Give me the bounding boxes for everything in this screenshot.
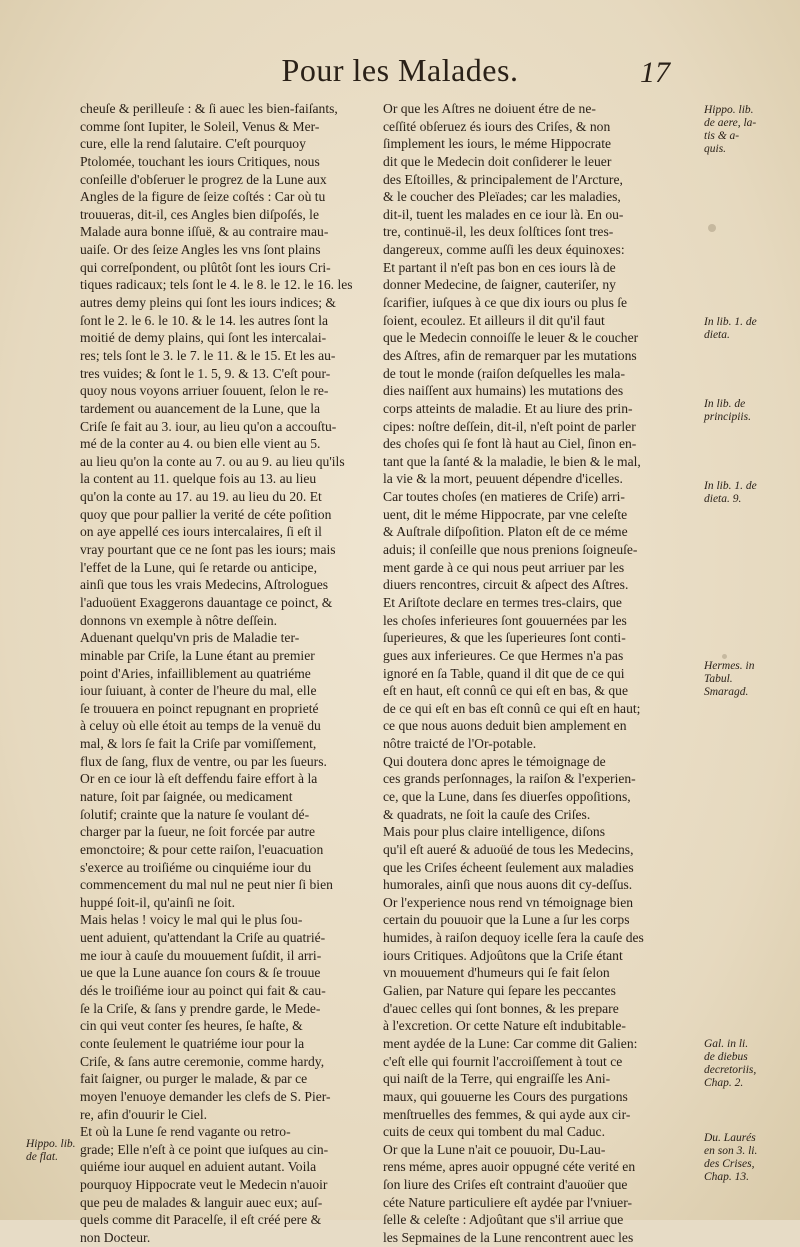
text-line: s'exerce au troiſiéme ou cinquiéme iour du <box>80 859 312 875</box>
text-line: quoy que pour pallier la verité de céte poſition <box>80 506 332 522</box>
text-line: aduis; il conſeille que nous prenions ſoigneuſe- <box>383 542 638 558</box>
text-line: maux, qui gouuerne les Cours des purgations <box>383 1088 628 1104</box>
text-line: tres vuides; & ſont le 1. 5, 9. & 13. C'eſt pour- <box>80 365 331 381</box>
text-line: uaiſe. Or des ſeize Angles les vns ſont plains <box>80 242 321 258</box>
text-line: & Auſtrale diſpoſition. Platon eſt de ce méme <box>383 524 628 540</box>
text-line: donnons vn exemple à nôtre deſſein. <box>80 612 278 628</box>
text-line: Criſe, & ſans autre ceremonie, comme hardy, <box>80 1053 325 1069</box>
text-line: iours Critiques. Adjoûtons que la Criſe étant <box>383 947 623 963</box>
text-line: vray pourtant que ce ne ſont pas les iours; mais <box>80 542 336 558</box>
text-line: point d'Aries, infailliblement au quatriéme <box>80 665 311 681</box>
margin-note-line: Du. Laurés <box>704 1132 756 1144</box>
text-line: au lieu qu'on la conte au 7. ou au 9. au lieu qu'ils <box>80 453 345 469</box>
text-line: charger par la ſueur, ne ſoit forcée par autre <box>80 824 316 840</box>
margin-note-hippocrate-flat <box>26 1138 76 1164</box>
text-line: mal, & lors ſe fait la Criſe par vomiſſement, <box>80 736 317 752</box>
margin-note-line: tis & a- <box>704 130 740 142</box>
text-line: gues aux inferieures. Ce que Hermes n'a pas <box>383 647 624 663</box>
margin-note-line: de diebus <box>704 1051 748 1063</box>
text-line: dies naiſſent aux humains) les mutations des <box>383 383 624 399</box>
text-line: l'aduoüent Exaggerons dauantage ce poinct, & <box>80 594 333 610</box>
text-line: qu'on la conte au 17. au 19. au lieu du 20. Et <box>80 489 322 505</box>
text-line: fait ſaigner, ou purger le malade, & par ce <box>80 1071 308 1087</box>
text-line: cipes: noſtre deſſein, dit-il, n'eſt point de parler <box>383 418 636 434</box>
text-line: tiques radicaux; tels ſont le 4. le 8. le 12. le 16. les <box>80 277 353 293</box>
text-line: humides, à raiſon dequoy icelle ſera la cauſe des <box>383 930 644 946</box>
margin-note-line: In lib. 1. de <box>704 480 757 492</box>
text-line: ce, que la Lune, dans ſes diuerſes oppoſitions, <box>383 788 631 804</box>
text-line: dangereux, comme auſſi les deux équinoxes: <box>383 242 625 258</box>
text-line: Or que la Lune n'ait ce pouuoir, Du-Lau- <box>383 1141 606 1157</box>
text-line: que peu de malades & languir auec eux; auſ- <box>80 1194 323 1210</box>
text-line: re, afin d'ouurir le Ciel. <box>80 1106 208 1122</box>
margin-note-line: Chap. 13. <box>704 1171 750 1183</box>
margin-note-dieta-9 <box>704 480 757 506</box>
text-line: Et Ariſtote declare en termes tres-clairs, que <box>383 594 622 610</box>
margin-note-principiis <box>704 398 751 424</box>
text-line: uent, dit le méme Hippocrate, par vne celeſte <box>383 506 628 522</box>
text-line: eſt en haut, eſt connû ce qui eſt en bas, & que <box>383 683 628 699</box>
text-line: rens méme, apres auoir oppugné céte verité en <box>383 1159 636 1175</box>
text-line: qu'il eſt aueré & aduoüé de tous les Medecins, <box>383 841 634 857</box>
text-line: Criſe ſe fait au 3. iour, au lieu qu'on a accouſtu- <box>80 418 337 434</box>
text-line: tardement ou auancement de la Lune, que la <box>80 400 321 416</box>
text-line: ſelle & celeſte : Adjoûtant que s'il arriue que <box>383 1212 624 1228</box>
text-line: Or que les Aſtres ne doiuent étre de ne- <box>383 101 596 116</box>
page-number: 17 <box>640 56 670 89</box>
text-line: dés le troiſiéme iour au poinct qui fait & cau- <box>80 983 326 999</box>
margin-note-line: Hippo. lib. <box>704 104 754 116</box>
margin-note-line: principiis. <box>704 411 751 423</box>
text-line: l'effet de la Lune, qui ſe retarde ou anticipe, <box>80 559 317 575</box>
margin-note-du-laurens <box>704 1132 757 1184</box>
text-line: grade; Elle n'eſt à ce point que iuſques au cin- <box>80 1141 329 1157</box>
text-line: emonctoire; & pour cette raiſon, l'euacuation <box>80 841 324 857</box>
margin-note-line: decretoriis, <box>704 1064 757 1076</box>
margin-note-line: dieta. <box>704 329 730 341</box>
text-line: corps atteints de maladie. Et au liure des prin- <box>383 400 633 416</box>
text-line: uent aduient, qu'attendant la Criſe au quatrié- <box>80 930 326 946</box>
text-line: Et où la Lune ſe rend vagante ou retro- <box>80 1124 291 1140</box>
text-line: menſtruelles des femmes, & qui ayde aux cir- <box>383 1106 631 1122</box>
margin-note-hippocrate-aere <box>704 104 756 156</box>
margin-note-line: en son 3. li. <box>704 1145 758 1157</box>
margin-note-line: quis. <box>704 143 727 155</box>
text-line: cheuſe & perilleuſe : & ſi auec les bien-faiſants, <box>80 101 338 116</box>
text-line: des choſes qui ſe font là haut au Ciel, ſinon en- <box>383 436 637 452</box>
text-line: d'auec celles qui ſont bonnes, & les prepare <box>383 1000 619 1016</box>
text-line: la vie & la mort, peuuent dépendre d'icelles. <box>383 471 623 487</box>
text-line: mé de la conter au 4. ou bien elle vient au 5. <box>80 436 321 452</box>
text-line: autres demy pleins qui ſont les iours indices; & <box>80 295 336 311</box>
text-line: à celuy où elle étoit au temps de la venuë du <box>80 718 321 734</box>
margin-note-line: Smaragd. <box>704 686 749 698</box>
text-line: cin qui veut conter ſes heures, ſe haſte, & <box>80 1018 303 1034</box>
text-line: vn mouuement d'humeurs qui ſe fait ſelon <box>383 965 610 981</box>
text-line: ue que la Lune auance ſon cours & ſe trouue <box>80 965 321 981</box>
text-line: les Sepmaines de la Lune rencontrent auec les <box>383 1230 634 1245</box>
text-line: Or en ce iour là eſt deffendu faire effort à la <box>80 771 318 787</box>
text-line: conſeille d'obſeruer le progrez de la Lune aux <box>80 171 327 187</box>
text-line: qui correſpondent, ou plûtôt ſont les iours Cri- <box>80 259 331 275</box>
right-text-column <box>383 100 701 1247</box>
text-line: Angles de la figure de ſeize coſtés : Car où tu <box>80 189 326 205</box>
text-line: flux de ſang, flux de ventre, ou par les ſueurs. <box>80 753 327 769</box>
text-line: iour ſuiuant, à conter de l'heure du mal, elle <box>80 683 317 699</box>
text-line: Or l'experience nous rend vn témoignage bien <box>383 894 634 910</box>
text-line: diuers rencontres, circuit & aſpect des Aſtres. <box>383 577 629 593</box>
text-line: ſolutif; crainte que la nature ſe voulant dé- <box>80 806 310 822</box>
text-line: ceſſité obſeruez és iours des Criſes, & non <box>383 118 611 134</box>
text-line: certain du pouuoir que la Lune a ſur les corps <box>383 912 630 928</box>
text-line: Malade aura bonne iſſuë, & au contraire mau- <box>80 224 329 240</box>
text-line: de ce qui eſt en bas eſt connû ce qui eſt en haut; <box>383 700 641 716</box>
margin-note-line: Tabul. <box>704 673 733 685</box>
margin-note-galien <box>704 1038 756 1090</box>
text-line: ſe la Criſe, & ſans y prendre garde, le Mede- <box>80 1000 321 1016</box>
text-line: & quadrats, ne ſoit la cauſe des Criſes. <box>383 806 591 822</box>
text-line: tre, continuë-il, les deux ſolſtices ſont tres- <box>383 224 614 240</box>
text-line: des Eſtoilles, & principalement de l'Arcture, <box>383 171 623 187</box>
text-line: me iour à cauſe du mouuement ſuſdit, il arri- <box>80 947 322 963</box>
text-line: comme ſont Iupiter, le Soleil, Venus & Mer- <box>80 118 320 134</box>
text-line: céte Nature particuliere eſt aydée par l'vniuer- <box>383 1194 632 1210</box>
margin-note-line: de flat. <box>26 1151 58 1163</box>
margin-note-line: In lib. de <box>704 398 746 410</box>
text-line: ſuperieures, & que les ſuperieures ſont conti- <box>383 630 626 646</box>
text-line: dit-il, tuent les malades en ce iour là. En ou- <box>383 206 624 222</box>
text-line: cure, elle la rend ſalutaire. C'eſt pourquoy <box>80 136 306 152</box>
text-line: quoy nous voyons arriuer ſouuent, ſelon le re- <box>80 383 329 399</box>
text-line: des Aſtres, afin de remarquer par les mutations <box>383 347 637 363</box>
text-line: c'eſt elle qui fournit l'accroiſſement à tout ce <box>383 1053 623 1069</box>
text-line: de tout le monde (raiſon deſquelles les mala- <box>383 365 625 381</box>
page-title: Pour les Malades. <box>281 52 519 88</box>
text-line: ce que nous auons deduit bien amplement en <box>383 718 627 734</box>
text-line: non Docteur. <box>80 1230 151 1245</box>
text-line: ſimplement les iours, le méme Hippocrate <box>383 136 612 152</box>
text-line: dit que le Medecin doit conſiderer le leuer <box>383 153 612 169</box>
text-line: ſcarifier, iuſques à ce que dix iours ou plus ſe <box>383 295 628 311</box>
margin-note-line: Hermes. in <box>704 660 755 672</box>
text-line: nôtre traicté de l'Or-potable. <box>383 736 537 752</box>
text-line: la content au 11. quelque fois au 13. au lieu <box>80 471 317 487</box>
text-line: les choſes inferieures ſont gouuernées par les <box>383 612 627 628</box>
text-line: donner Medecine, de ſaigner, cauteriſer, ny <box>383 277 616 293</box>
text-line: quiéme iour auquel en aduient autant. Voila <box>80 1159 317 1175</box>
text-line: huppé ſoit-il, qu'ainſi ne ſoit. <box>80 894 235 910</box>
text-line: ignoré en ſa Table, quand il dit que de ce qui <box>383 665 625 681</box>
margin-note-line: In lib. 1. de <box>704 316 757 328</box>
margin-note-line: de aere, la- <box>704 117 757 129</box>
margin-note-line: des Crises, <box>704 1158 755 1170</box>
text-line: Galien, par Nature qui ſepare les peccantes <box>383 983 616 999</box>
text-line: minable par Criſe, la Lune étant au premier <box>80 647 315 663</box>
margin-note-line: Chap. 2. <box>704 1077 744 1089</box>
text-line: moitié de demy plains, qui ſont les intercalai- <box>80 330 327 346</box>
text-line: Mais helas ! voicy le mal qui le plus ſou- <box>80 912 303 928</box>
margin-note-dieta <box>704 316 757 342</box>
text-line: & le coucher des Pleïades; car les maladies, <box>383 189 621 205</box>
margin-note-line: Gal. in li. <box>704 1038 749 1050</box>
text-line: ment garde à ce qui nous peut arriuer par les <box>383 559 625 575</box>
text-line: moyen l'enuoye demander les clefs de S. Pier- <box>80 1088 331 1104</box>
text-line: Qui doutera donc apres le témoignage de <box>383 753 606 769</box>
text-line: que les Criſes écheent ſeulement aux maladies <box>383 859 634 875</box>
text-line: cuits de ceux qui tombent du mal Caduc. <box>383 1124 605 1140</box>
text-line: ainſi que tous les vrais Medecins, Aſtrologues <box>80 577 329 593</box>
text-line: trouueras, dit-il, ces Angles bien diſpoſés, le <box>80 206 319 222</box>
margin-note-line: dieta. 9. <box>704 493 742 505</box>
text-line: res; tels ſont le 3. le 7. le 11. & le 15. Et les au- <box>80 347 336 363</box>
text-line: que le Medecin connoiſſe le leuer & le coucher <box>383 330 639 346</box>
text-line: Aduenant quelqu'vn pris de Maladie ter- <box>80 630 300 646</box>
ink-spot <box>708 224 716 232</box>
text-line: nature, ſoit par ſaignée, ou medicament <box>80 788 293 804</box>
text-line: commencement du mal nul ne peut nier ſi bien <box>80 877 333 893</box>
text-line: ſoient, ecoulez. Et ailleurs il dit qu'il faut <box>383 312 605 328</box>
text-line: Ptolomée, touchant les iours Critiques, nous <box>80 153 320 169</box>
text-line: pourquoy Hippocrate veut le Medecin n'auoir <box>80 1177 328 1193</box>
text-line: ſon liure des Criſes eſt contraint d'auoüer que <box>383 1177 628 1193</box>
margin-note-hermes <box>704 660 754 699</box>
text-line: à l'excretion. Or cette Nature eſt indubitable- <box>383 1018 626 1034</box>
text-line: humorales, ainſi que nous auons dit cy-deſſus. <box>383 877 633 893</box>
text-line: ſont le 2. le 6. le 10. & le 14. les autres ſont la <box>80 312 329 328</box>
text-line: on aye appellé ces iours intercalaires, ſi eſt il <box>80 524 322 540</box>
left-text-column <box>80 100 380 1247</box>
text-line: ment aydée de la Lune: Car comme dit Galien: <box>383 1035 638 1051</box>
text-line: ces grands perſonnages, la raiſon & l'experien- <box>383 771 636 787</box>
ink-spot <box>722 654 727 659</box>
margin-note-line: Hippo. lib. <box>26 1138 76 1150</box>
text-line: Et partant il n'eſt pas bon en ces iours là de <box>383 259 616 275</box>
text-line: conte ſeulement le quatriéme iour pour la <box>80 1035 305 1051</box>
text-line: ſe trouuera en poinct repugnant en proprieté <box>80 700 319 716</box>
text-line: tant que la ſanté & la maladie, le bien & le mal, <box>383 453 641 469</box>
text-line: Car toutes choſes (en matieres de Criſe) arri- <box>383 489 625 505</box>
text-line: Mais pour plus claire intelligence, diſons <box>383 824 605 840</box>
text-line: quels comme dit Paracelſe, il eſt créé pere & <box>80 1212 322 1228</box>
text-line: qui naiſt de la Terre, qui engraiſſe les Ani- <box>383 1071 611 1087</box>
